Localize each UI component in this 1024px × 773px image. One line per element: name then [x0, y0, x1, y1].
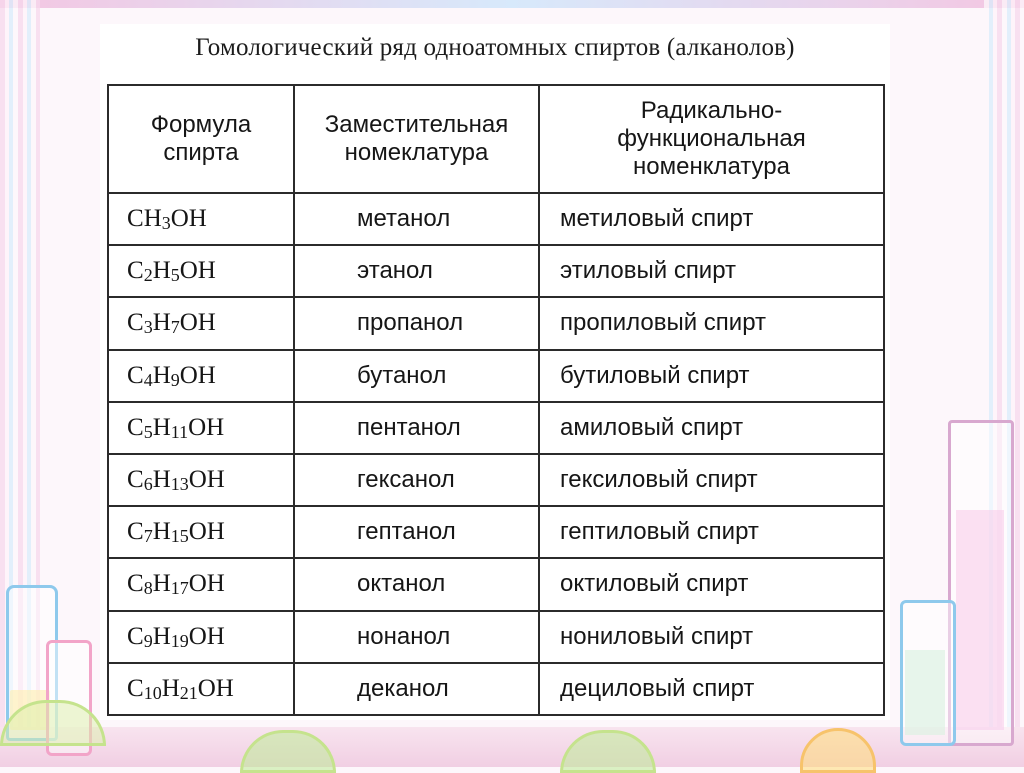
substitutive-name-cell: этанол [294, 245, 539, 297]
formula-h-count: 5 [170, 265, 180, 286]
formula-cell [108, 350, 294, 402]
formula-h: H [152, 622, 171, 650]
table-row [108, 402, 884, 454]
formula-c: C [127, 674, 144, 702]
substitutive-name-cell: пентанол [294, 402, 539, 454]
radical-name-cell: пропиловый спирт [539, 297, 884, 349]
formula-c: C [127, 413, 144, 441]
radical-name-cell: гексиловый спирт [539, 454, 884, 506]
header-substitutive: Заместительная номеклатура [294, 85, 539, 193]
formula-oh: OH [188, 622, 225, 650]
radical-name-cell: бутиловый спирт [539, 350, 884, 402]
formula-cell [108, 193, 294, 245]
page-title: Гомологический ряд одноатомных спиртов (алканолов) [195, 34, 795, 61]
formula-h: H [143, 205, 162, 233]
formula-h-count: 13 [170, 474, 189, 495]
formula-h-count: 11 [170, 421, 189, 442]
formula-h: H [152, 361, 171, 389]
formula-c: C [127, 309, 144, 337]
formula-c: C [127, 518, 144, 546]
radical-name-cell: этиловый спирт [539, 245, 884, 297]
table-row [108, 663, 884, 715]
formula-h-count: 19 [170, 630, 189, 651]
table-row [108, 193, 884, 245]
formula-c: C [127, 570, 144, 598]
formula-h: H [161, 674, 180, 702]
formula-cell [108, 663, 294, 715]
formula-c-count: 9 [143, 630, 153, 651]
beaker-icon [900, 600, 956, 746]
alcohols-table [107, 84, 885, 716]
formula-oh: OH [188, 466, 225, 494]
formula-c-count: 5 [143, 421, 153, 442]
graduated-cylinder-icon [948, 420, 1014, 746]
formula-oh: OH [188, 518, 225, 546]
radical-name-cell: метиловый спирт [539, 193, 884, 245]
substitutive-name-cell: пропанол [294, 297, 539, 349]
table-row [108, 611, 884, 663]
table-row [108, 506, 884, 558]
substitutive-name-cell: деканол [294, 663, 539, 715]
formula-c: C [127, 257, 144, 285]
radical-name-cell: нониловый спирт [539, 611, 884, 663]
substitutive-name-cell: нонанол [294, 611, 539, 663]
formula-h-count: 7 [170, 317, 180, 338]
content-sheet [100, 24, 890, 720]
formula-c-count: 4 [143, 369, 153, 390]
table-row [108, 350, 884, 402]
header-radical: Радикально-функциональная номенклатура [539, 85, 884, 193]
radical-name-cell: октиловый спирт [539, 558, 884, 610]
formula-h: H [152, 257, 171, 285]
formula-h-count: 9 [170, 369, 180, 390]
formula-cell [108, 558, 294, 610]
table-row [108, 454, 884, 506]
formula-h: H [152, 309, 171, 337]
substitutive-name-cell: метанол [294, 193, 539, 245]
formula-h-count: 15 [170, 526, 189, 547]
formula-c: C [127, 361, 144, 389]
formula-c-count: 10 [143, 682, 162, 703]
formula-c: C [127, 205, 144, 233]
formula-c-count: 2 [143, 265, 153, 286]
formula-oh: OH [197, 674, 234, 702]
formula-oh: OH [170, 205, 207, 233]
radical-name-cell: гептиловый спирт [539, 506, 884, 558]
formula-h-count: 21 [179, 682, 198, 703]
radical-name-cell: амиловый спирт [539, 402, 884, 454]
formula-h: H [152, 413, 171, 441]
table-header-row [108, 85, 884, 193]
formula-oh: OH [179, 361, 216, 389]
substitutive-name-cell: гептанол [294, 506, 539, 558]
table-row [108, 245, 884, 297]
substitutive-name-cell: бутанол [294, 350, 539, 402]
formula-oh: OH [188, 570, 225, 598]
formula-cell [108, 245, 294, 297]
formula-c-count: 6 [143, 474, 153, 495]
formula-h: H [152, 518, 171, 546]
formula-c: C [127, 622, 144, 650]
formula-h-count: 3 [161, 213, 171, 234]
formula-oh: OH [179, 309, 216, 337]
formula-c-count: 7 [143, 526, 153, 547]
formula-cell [108, 454, 294, 506]
formula-cell [108, 402, 294, 454]
formula-c-count: 8 [143, 578, 153, 599]
formula-oh: OH [188, 413, 225, 441]
radical-name-cell: дециловый спирт [539, 663, 884, 715]
formula-oh: OH [179, 257, 216, 285]
formula-h: H [152, 570, 171, 598]
header-formula: Формула спирта [108, 85, 294, 193]
formula-cell [108, 506, 294, 558]
decorative-top-strip [0, 0, 1024, 8]
formula-c: C [127, 466, 144, 494]
formula-cell [108, 297, 294, 349]
substitutive-name-cell: октанол [294, 558, 539, 610]
table-row [108, 297, 884, 349]
formula-h-count: 17 [170, 578, 189, 599]
formula-cell [108, 611, 294, 663]
formula-h: H [152, 466, 171, 494]
substitutive-name-cell: гексанол [294, 454, 539, 506]
formula-c-count: 3 [143, 317, 153, 338]
table-row [108, 558, 884, 610]
